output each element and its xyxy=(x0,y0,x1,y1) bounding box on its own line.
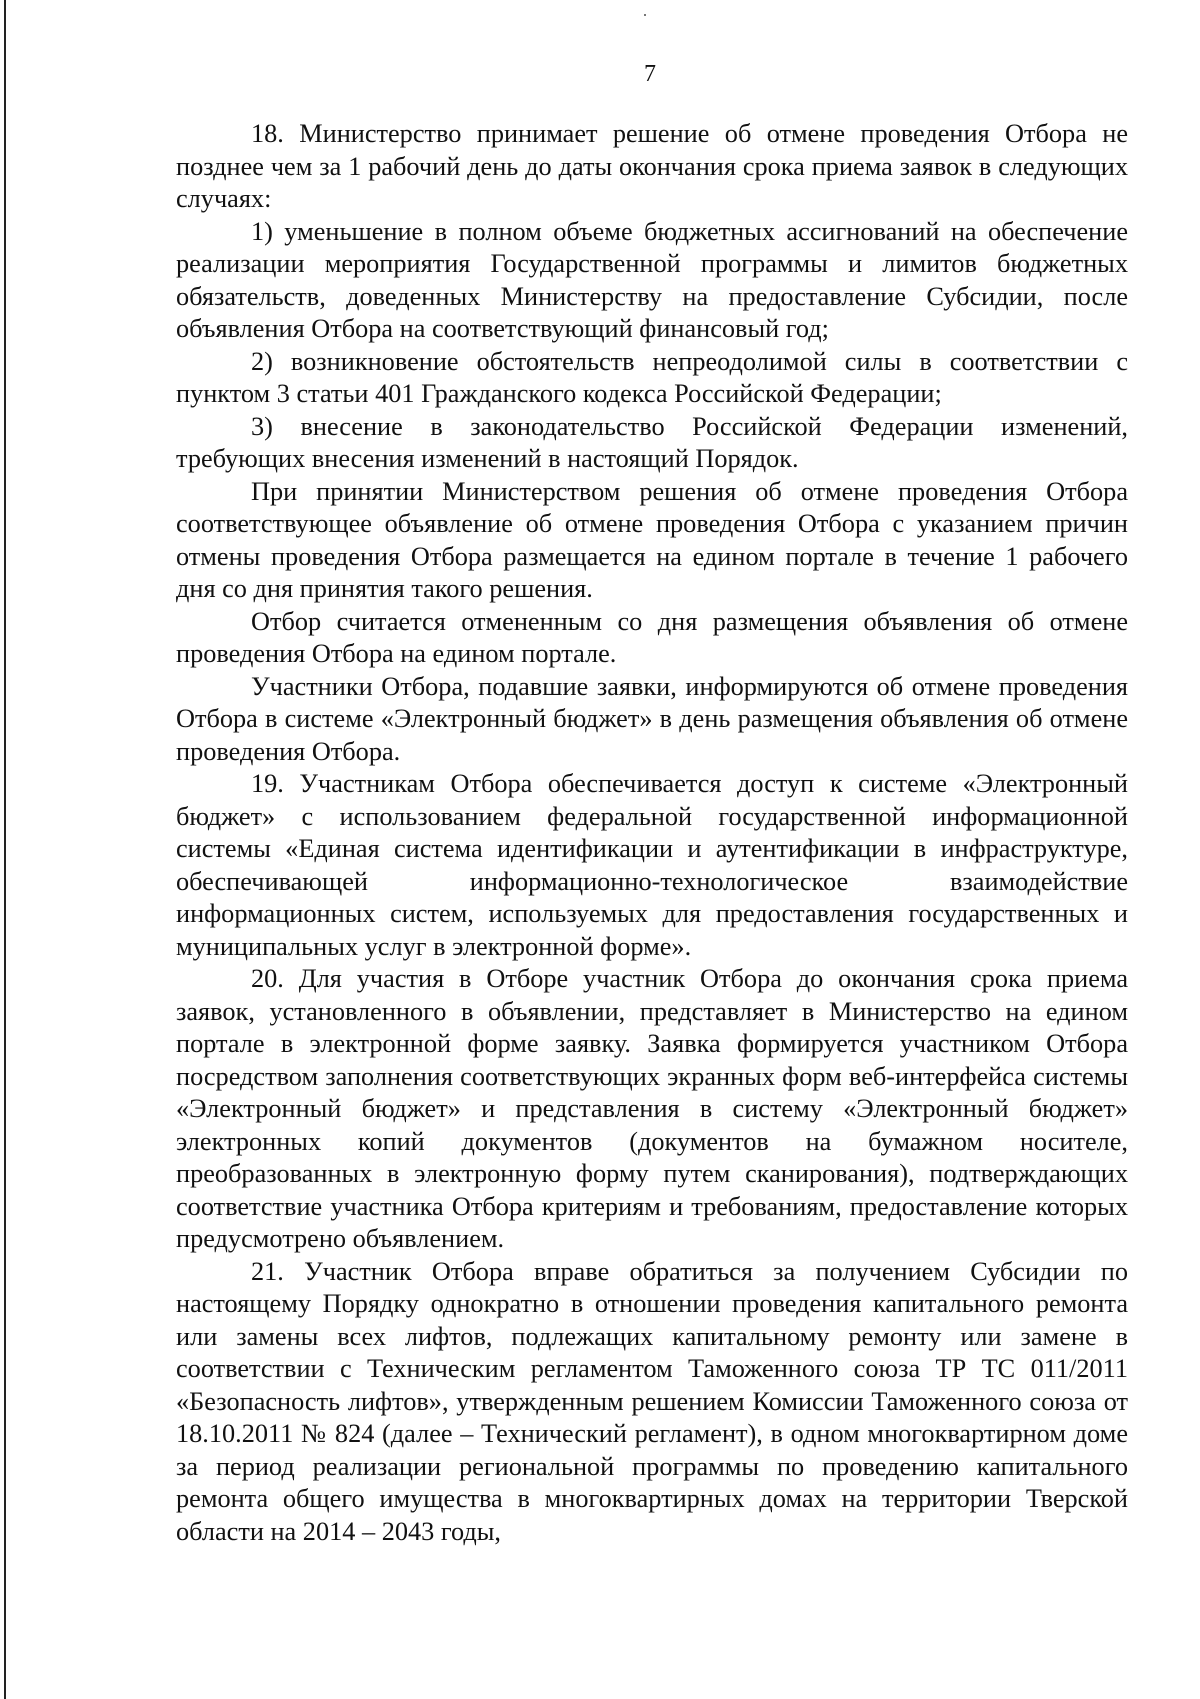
paragraph-18-item-1: 1) уменьшение в полном объеме бюджетных ассигнований на обеспечение реализации мероприятия Государственной программы и лимитов бюджетных обязательств, доведенных Министерству на предоставление Субсидии, после объявления Отбора на соответствующий финансовый год; xyxy=(176,216,1128,343)
scan-artifact-dot xyxy=(644,14,646,16)
paragraph-cancellation-notice: При принятии Министерством решения об отмене проведения Отбора соответствующее объявление об отмене проведения Отбора с указанием причин отмены проведения Отбора размещается на едином портале в течение 1 рабочего дня со дня принятия такого решения. xyxy=(176,476,1128,603)
paragraph-cancellation-effective: Отбор считается отмененным со дня размещения объявления об отмене проведения Отбора на едином портале. xyxy=(176,606,1128,668)
scan-edge-line xyxy=(4,0,6,1699)
document-body xyxy=(176,118,1128,1548)
paragraph-18: 18. Министерство принимает решение об отмене проведения Отбора не позднее чем за 1 рабочий день до даты окончания срока приема заявок в следующих случаях: xyxy=(176,119,1128,213)
paragraph-21: 21. Участник Отбора вправе обратиться за получением Субсидии по настоящему Порядку однократно в отношении проведения капитального ремонта или замены всех лифтов, подлежащих капитальному ремонту или замене в соответствии с Техническим регламентом Таможенного союза ТР ТС 011/2011 «Безопасность лифтов», утвержденным решением Комиссии Таможенного союза от 18.10.2011 № 824 (далее – Технический регламент), в одном многоквартирном доме за период реализации региональной программы по проведению капитального ремонта общего имущества в многоквартирных домах на территории Тверской области на 2014 – 2043 годы, xyxy=(176,1256,1128,1546)
paragraph-19: 19. Участникам Отбора обеспечивается доступ к системе «Электронный бюджет» с использованием федеральной государственной информационной системы «Единая система идентификации и аутентификации в инфраструктуре, обеспечивающей информационно-технологическое взаимодействие информационных систем, используемых для предоставления государственных и муниципальных услуг в электронной форме». xyxy=(176,769,1128,961)
paragraph-18-item-2: 2) возникновение обстоятельств непреодолимой силы в соответствии с пунктом 3 статьи 401 Гражданского кодекса Российской Федерации; xyxy=(176,346,1128,408)
paragraph-participants-informed: Участники Отбора, подавшие заявки, информируются об отмене проведения Отбора в системе «Электронный бюджет» в день размещения объявления об отмене проведения Отбора. xyxy=(176,671,1128,766)
page-number: 7 xyxy=(644,61,656,87)
paragraph-18-item-3: 3) внесение в законодательство Российской Федерации изменений, требующих внесения изменений в настоящий Порядок. xyxy=(176,411,1128,473)
paragraph-20: 20. Для участия в Отборе участник Отбора до окончания срока приема заявок, установленного в объявлении, представляет в Министерство на едином портале в электронной форме заявку. Заявка формируется участником Отбора посредством заполнения соответствующих экранных форм веб-интерфейса системы «Электронный бюджет» и представления в систему «Электронный бюджет» электронных копий документов (документов на бумажном носителе, преобразованных в электронную форму путем сканирования), подтверждающих соответствие участника Отбора критериям и требованиям, предоставление которых предусмотрено объявлением. xyxy=(176,964,1128,1253)
